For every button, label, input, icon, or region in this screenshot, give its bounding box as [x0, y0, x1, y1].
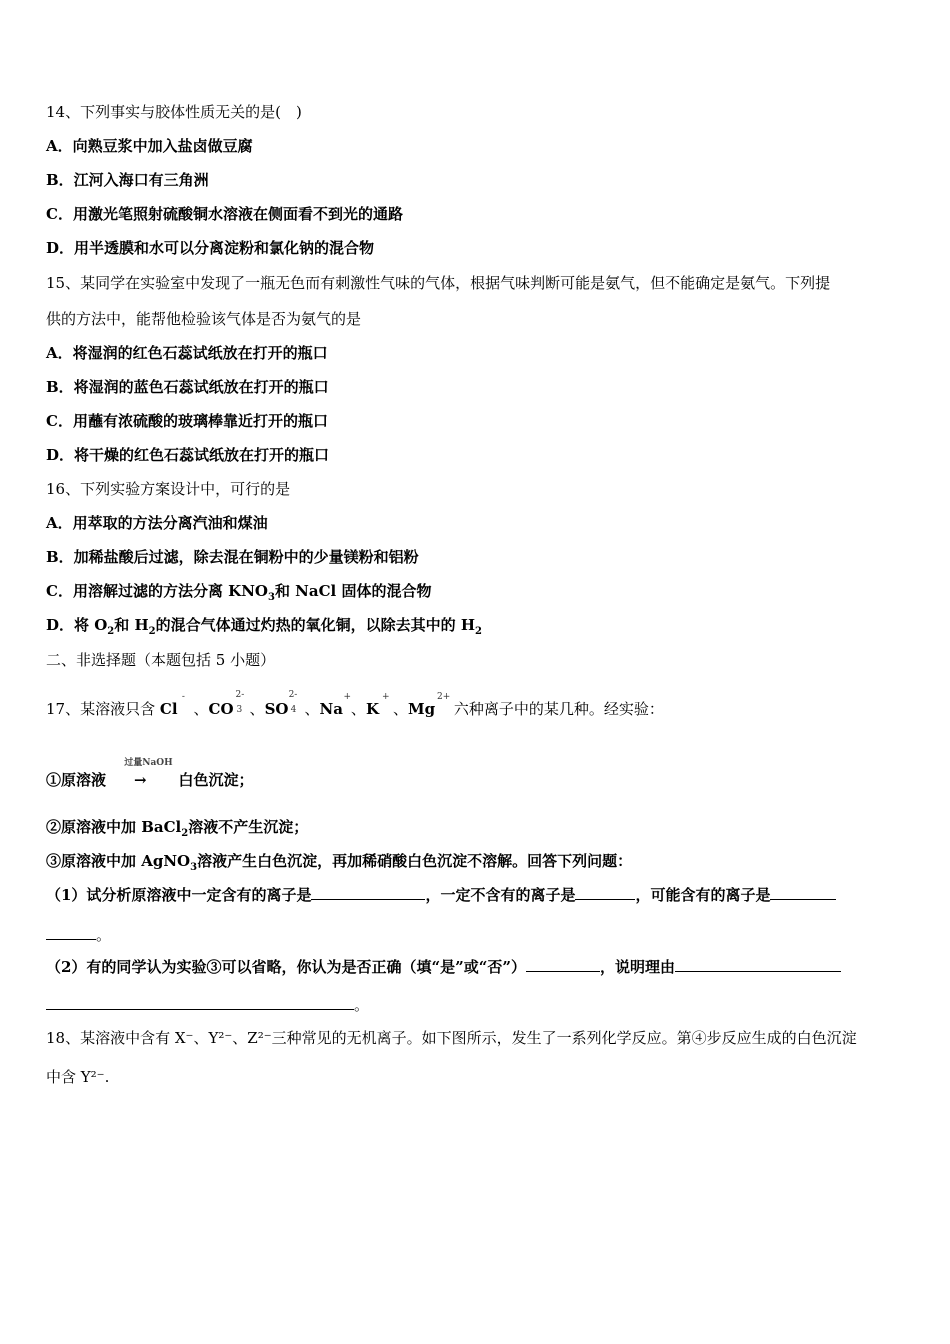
q17-sub1 [46, 885, 836, 905]
sep-2: 、 [249, 700, 265, 718]
q16-option-a: A．用萃取的方法分离汽油和煤油 [46, 514, 268, 532]
q15-option-d: D．将干燥的红色石蕊试纸放在打开的瓶口 [46, 446, 330, 464]
ion-so4: SO 2- 4 [265, 699, 289, 719]
ion-so4-charge: 2- [288, 690, 298, 700]
sub2-text2: ，说明理由 [599, 958, 675, 976]
q16-option-c [46, 581, 431, 608]
sub1-text1: （1）试分析原溶液中一定含有的离子是 [46, 886, 312, 904]
answer-blank-4[interactable] [526, 957, 600, 972]
q17-sub2-cont [46, 995, 369, 1015]
step3-text1: ③原溶液中加 AgNO [46, 852, 191, 870]
q16-option-d-sub2: 2 [148, 626, 156, 637]
sub1-text3: ，可能含有的离子是 [635, 886, 771, 904]
q16-option-d-text3: 的混合气体通过灼热的氧化铜，以除去其中的 H [155, 616, 476, 634]
sep-1: 、 [193, 700, 209, 718]
sep-5: 、 [392, 700, 408, 718]
step2-text2: 溶液不产生沉淀； [188, 818, 309, 836]
q16-option-c-sub: 3 [267, 592, 275, 603]
step1-result: 白色沉淀； [178, 771, 254, 789]
ion-mg-charge: 2+ [437, 692, 451, 702]
step3-sub: 3 [190, 862, 198, 873]
sep-3: 、 [304, 700, 320, 718]
sub2-end: 。 [354, 996, 370, 1014]
ion-co3: CO 2- 3 [209, 699, 234, 719]
reaction-condition: 过量NaOH [124, 758, 173, 768]
sub1-text2: ，一定不含有的离子是 [425, 886, 576, 904]
step2-sub: 2 [181, 828, 189, 839]
section-heading: 二、非选择题（本题包括 5 小题） [46, 651, 276, 669]
ion-k-charge: + [381, 692, 390, 702]
answer-blank-5-cont[interactable] [46, 995, 354, 1010]
q15-stem-line2: 供的方法中，能帮他检验该气体是否为氨气的是 [46, 310, 362, 328]
q17-stem [46, 690, 664, 719]
sub2-text1: （2）有的同学认为实验③可以省略，你认为是否正确（填“是”或“否”） [46, 958, 526, 976]
q14-option-a: A．向熟豆浆中加入盐卤做豆腐 [46, 137, 253, 155]
q17-sub1-cont [46, 925, 111, 945]
q15-stem-line1: 15、某同学在实验室中发现了一瓶无色而有刺激性气味的气体，根据气味判断可能是氨气，但不能确定是氨气。下列提 [46, 274, 831, 292]
q18-stem-line2: 中含 Y²⁻. [46, 1068, 110, 1086]
q15-option-a: A．将湿润的红色石蕊试纸放在打开的瓶口 [46, 344, 328, 362]
sub1-end: 。 [96, 926, 112, 944]
answer-blank-2[interactable] [575, 885, 635, 900]
step3-text2: 溶液产生白色沉淀，再加稀硝酸白色沉淀不溶解。回答下列问题： [197, 852, 633, 870]
ion-k: K + [366, 699, 379, 719]
q17-step3 [46, 851, 632, 878]
ion-so4-sub: 4 [290, 705, 297, 715]
q17-sub2 [46, 957, 841, 977]
q16-option-d-text1: D．将 O [46, 616, 108, 634]
ion-cl: Cl - [160, 699, 178, 719]
sep-4: 、 [350, 700, 366, 718]
q16-option-d-sub1: 2 [107, 626, 115, 637]
reaction-arrow [111, 758, 173, 790]
answer-blank-1[interactable] [311, 885, 425, 900]
q16-option-c-text2: 和 NaCl 固体的混合物 [274, 582, 432, 600]
q14-option-d: D．用半透膜和水可以分离淀粉和氯化钠的混合物 [46, 239, 375, 257]
q17-step1 [46, 758, 254, 790]
ion-na-charge: + [343, 692, 352, 702]
answer-blank-5[interactable] [675, 957, 841, 972]
q15-option-b: B．将湿润的蓝色石蕊试纸放在打开的瓶口 [46, 378, 329, 396]
ion-co3-charge: 2- [235, 690, 245, 700]
right-arrow-icon: → [133, 771, 147, 789]
ion-cl-charge: - [181, 692, 185, 702]
ion-co3-sub: 3 [236, 705, 243, 715]
q16-option-d [46, 615, 482, 642]
q16-option-d-sub3: 2 [475, 626, 483, 637]
q16-option-c-text1: C．用溶解过滤的方法分离 KNO [46, 582, 268, 600]
answer-blank-3-cont[interactable] [46, 925, 96, 940]
q18-stem-line1: 18、某溶液中含有 X⁻、Y²⁻、Z²⁻三种常见的无机离子。如下图所示，发生了一系列化学反应。第④步反应生成的白色沉淀 [46, 1029, 857, 1047]
q14-stem: 14、下列事实与胶体性质无关的是( ) [46, 103, 302, 121]
answer-blank-3[interactable] [770, 885, 836, 900]
step2-text1: ②原溶液中加 BaCl [46, 818, 182, 836]
q16-option-d-text2: 和 H [114, 616, 149, 634]
step1-text: ①原溶液 [46, 771, 107, 789]
q15-option-c: C．用蘸有浓硫酸的玻璃棒靠近打开的瓶口 [46, 412, 328, 430]
q14-option-b: B．江河入海口有三角洲 [46, 171, 209, 189]
q17-prefix: 17、某溶液只含 [46, 700, 156, 718]
ion-na: Na + [319, 699, 342, 719]
q16-stem: 16、下列实验方案设计中，可行的是 [46, 480, 291, 498]
q17-suffix: 六种离子中的某几种。经实验： [453, 700, 664, 718]
q14-option-c: C．用激光笔照射硫酸铜水溶液在侧面看不到光的通路 [46, 205, 403, 223]
q16-option-b: B．加稀盐酸后过滤，除去混在铜粉中的少量镁粉和铝粉 [46, 548, 419, 566]
ion-mg: Mg 2+ [408, 699, 435, 719]
q17-step2 [46, 817, 308, 844]
